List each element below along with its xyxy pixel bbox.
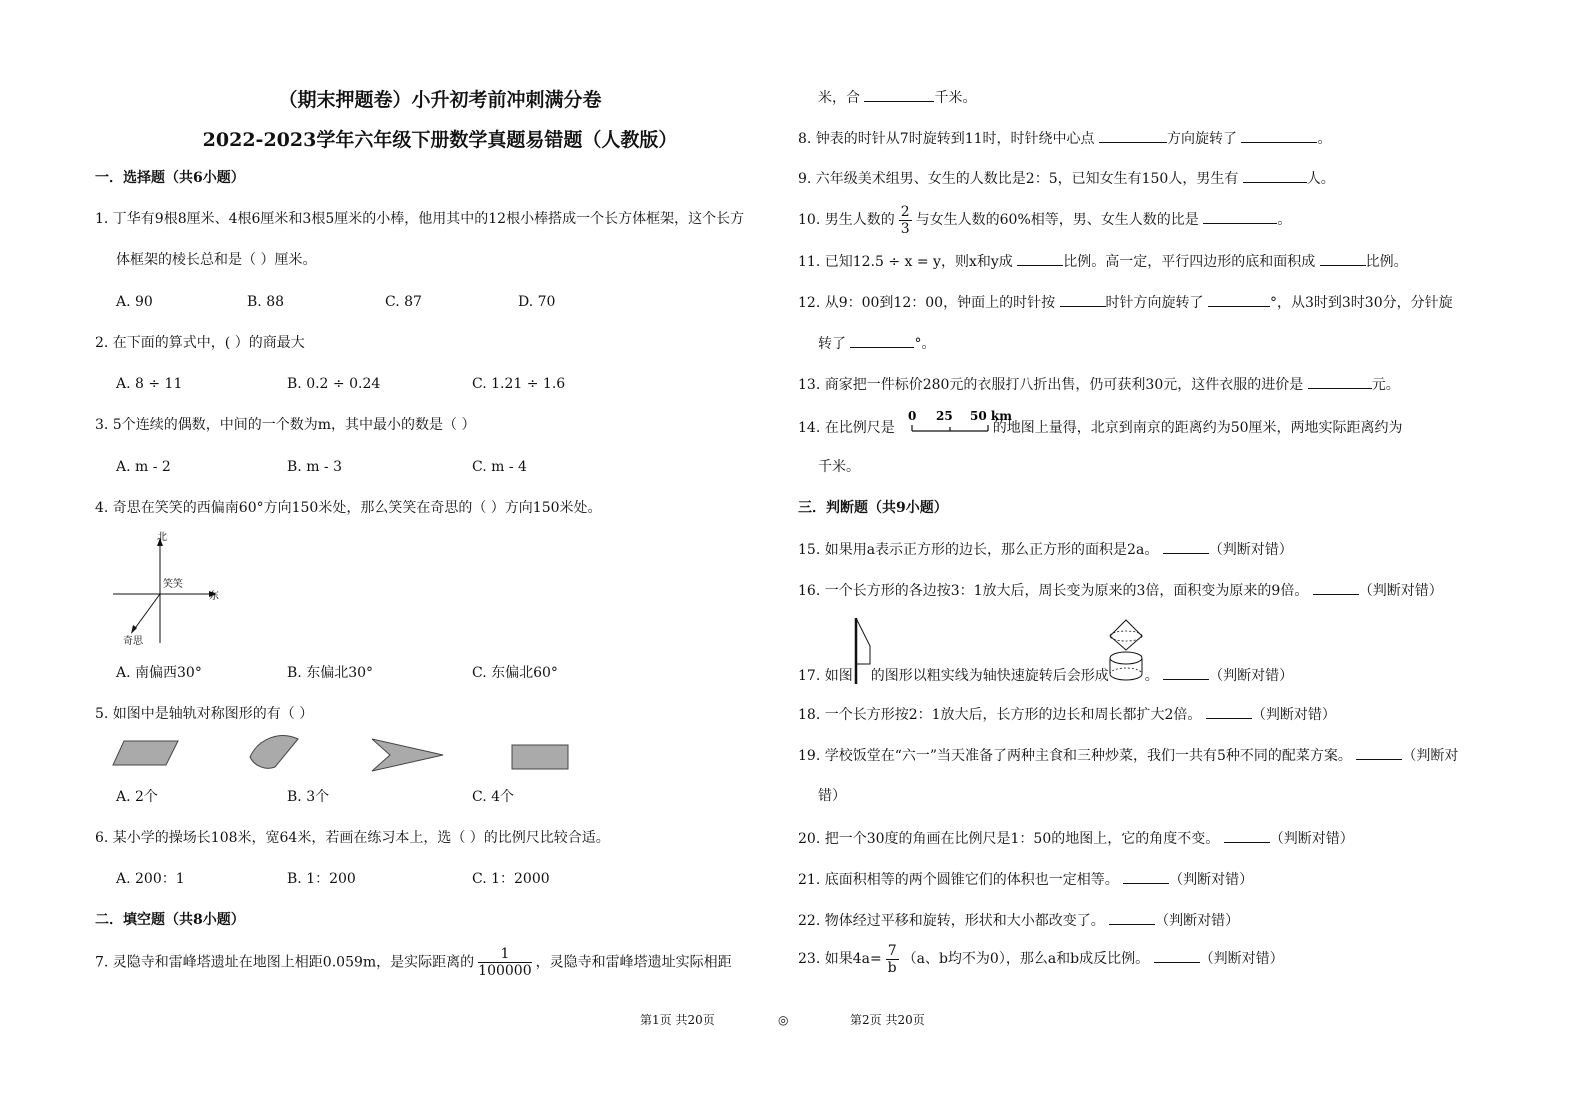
footer-center-mark: ◎ bbox=[778, 1013, 789, 1027]
q3-option-b[interactable]: B. m - 3 bbox=[287, 459, 343, 475]
section-fill: 二．填空题（共8小题） bbox=[95, 912, 245, 928]
q12-blank-1[interactable] bbox=[1060, 292, 1106, 307]
q1-option-c[interactable]: C. 87 bbox=[385, 294, 422, 310]
q12-blank-2[interactable] bbox=[1208, 292, 1270, 307]
north-label: 北 bbox=[157, 532, 167, 543]
page-subtitle: 2022-2023学年六年级下册数学真题易错题（人教版） bbox=[202, 129, 678, 151]
q4-direction-figure bbox=[105, 528, 230, 650]
q6-option-b[interactable]: B. 1：200 bbox=[287, 871, 356, 887]
q12-blank-3[interactable] bbox=[850, 333, 914, 348]
q8-blank-1[interactable] bbox=[1099, 128, 1167, 143]
q6-option-c[interactable]: C. 1：2000 bbox=[472, 871, 550, 887]
q17-text: 17. 如图 的图形以粗实线为轴快速旋转后会形成 。 （判断对错） bbox=[798, 665, 1293, 686]
q8-text: 8. 钟表的时针从7时旋转到11时，时针绕中心点 方向旋转了 。 bbox=[798, 128, 1331, 149]
sector-shape bbox=[250, 736, 298, 769]
q16-blank[interactable] bbox=[1313, 580, 1359, 595]
q2-option-c[interactable]: C. 1.21 ÷ 1.6 bbox=[472, 376, 566, 392]
q17-blank[interactable] bbox=[1163, 665, 1209, 680]
q3-text: 3. 5个连续的偶数，中间的一个数为m，其中最小的数是（ ） bbox=[95, 417, 476, 433]
q9-text: 9. 六年级美术组男、女生的人数比是2：5，已知女生有150人，男生有 人。 bbox=[798, 168, 1335, 189]
footer-page-left: 第1页 共20页 bbox=[640, 1013, 715, 1027]
q18-text: 18. 一个长方形按2：1放大后，长方形的边长和周长都扩大2倍。 （判断对错） bbox=[798, 704, 1336, 725]
q22-text: 22. 物体经过平移和旋转，形状和大小都改变了。 （判断对错） bbox=[798, 910, 1239, 931]
qisi-label: 奇思 bbox=[123, 636, 143, 647]
q23-text: 23. 如果4a= $\frac{7}{b}$ （a、b均不为0），那么a和b成反比例。 （判断对错） bbox=[798, 942, 1284, 976]
q6-option-a[interactable]: A. 200：1 bbox=[116, 871, 185, 887]
q23-blank[interactable] bbox=[1154, 948, 1200, 963]
q11-blank-2[interactable] bbox=[1320, 251, 1366, 266]
rectangle-shape bbox=[512, 745, 568, 769]
q5-option-c[interactable]: C. 4个 bbox=[472, 789, 515, 805]
q19-text: 19. 学校饭堂在“六一”当天准备了两种主食和三种炒菜，我们一共有5种不同的配菜方案。 （判断对 bbox=[798, 745, 1458, 766]
scale-label-50: 50 km bbox=[970, 409, 1012, 423]
q5-option-b[interactable]: B. 3个 bbox=[287, 789, 330, 805]
section-choice: 一．选择题（共6小题） bbox=[95, 170, 245, 186]
q1-option-a[interactable]: A. 90 bbox=[116, 294, 153, 310]
q4-option-c[interactable]: C. 东偏北60° bbox=[472, 665, 558, 681]
q7-text-cont: 米，合 千米。 bbox=[818, 87, 976, 108]
q18-blank[interactable] bbox=[1206, 704, 1252, 719]
q8-blank-2[interactable] bbox=[1241, 128, 1317, 143]
q19-blank[interactable] bbox=[1356, 745, 1402, 760]
scale-label-25: 25 bbox=[936, 409, 953, 423]
q10-blank[interactable] bbox=[1203, 209, 1277, 224]
q9-blank[interactable] bbox=[1243, 168, 1307, 183]
q1-option-d[interactable]: D. 70 bbox=[518, 294, 556, 310]
q22-blank[interactable] bbox=[1109, 910, 1155, 925]
q2-option-a[interactable]: A. 8 ÷ 11 bbox=[116, 376, 183, 392]
q7-text: 7. 灵隐寺和雷峰塔遗址在地图上相距0.059m，是实际距离的 $\frac{1}{100000}$ ，灵隐寺和雷峰塔遗址实际相距 bbox=[95, 946, 732, 979]
q7-fraction: $\frac{1}{100000}$ bbox=[478, 946, 532, 979]
q15-text: 15. 如果用a表示正方形的边长，那么正方形的面积是2a。 （判断对错） bbox=[798, 539, 1293, 560]
section-judge: 三．判断题（共9小题） bbox=[798, 500, 948, 516]
q14-text-cont: 千米。 bbox=[818, 459, 860, 475]
footer-page-right: 第2页 共20页 bbox=[850, 1013, 925, 1027]
q4-option-a[interactable]: A. 南偏西30° bbox=[116, 665, 202, 681]
q11-blank-1[interactable] bbox=[1017, 251, 1063, 266]
q5-text: 5. 如图中是轴轨对称图形的有（ ） bbox=[95, 706, 314, 722]
q11-text: 11. 已知12.5 ÷ x = y，则x和y成 比例。高一定，平行四边形的底和面积成 比例。 bbox=[798, 251, 1408, 272]
q4-text: 4. 奇思在笑笑的西偏南60°方向150米处，那么笑笑在奇思的（ ）方向150米处。 bbox=[95, 500, 602, 516]
q10-fraction: $\frac{2}{3}$ bbox=[900, 203, 910, 237]
q23-fraction: $\frac{7}{b}$ bbox=[887, 942, 897, 976]
q14-scale-bar bbox=[903, 406, 1015, 436]
q1-option-b[interactable]: B. 88 bbox=[247, 294, 285, 310]
q15-blank[interactable] bbox=[1163, 539, 1209, 554]
q14-text: 14. 在比例尺是 的地图上量得，北京到南京的距离约为50厘米，两地实际距离约为 bbox=[798, 420, 1403, 436]
q13-text: 13. 商家把一件标价280元的衣服打八折出售，仍可获利30元，这件衣服的进价是 元。 bbox=[798, 374, 1400, 395]
q2-option-b[interactable]: B. 0.2 ÷ 0.24 bbox=[287, 376, 381, 392]
parallelogram-shape bbox=[113, 741, 178, 765]
q3-option-c[interactable]: C. m - 4 bbox=[472, 459, 527, 475]
q3-option-a[interactable]: A. m - 2 bbox=[116, 459, 171, 475]
q7-answer-blank[interactable] bbox=[864, 87, 934, 102]
q1-text-cont: 体框架的棱长总和是（ ）厘米。 bbox=[116, 252, 317, 268]
q6-text: 6. 某小学的操场长108米，宽64米，若画在练习本上，选（ ）的比例尺比较合适。 bbox=[95, 830, 610, 846]
arrow-shape bbox=[372, 739, 443, 771]
q12-text-cont: 转了 °。 bbox=[818, 333, 935, 354]
q13-blank[interactable] bbox=[1308, 374, 1372, 389]
q4-option-b[interactable]: B. 东偏北30° bbox=[287, 665, 374, 681]
q20-text: 20. 把一个30度的角画在比例尺是1：50的地图上，它的角度不变。 （判断对错） bbox=[798, 828, 1354, 849]
xiaoxiao-label: 笑笑 bbox=[163, 579, 183, 590]
q19-text-cont: 错） bbox=[818, 788, 846, 804]
q5-option-a[interactable]: A. 2个 bbox=[116, 789, 158, 805]
scale-label-0: 0 bbox=[908, 409, 917, 423]
q10-text: 10. 男生人数的 $\frac{2}{3}$ 与女生人数的60%相等，男、女生人数的比是 。 bbox=[798, 203, 1292, 237]
q5-shapes-figure bbox=[110, 735, 580, 777]
east-label: 东 bbox=[209, 591, 219, 602]
page-title: （期末押题卷）小升初考前冲刺满分卷 bbox=[278, 89, 602, 111]
q20-blank[interactable] bbox=[1224, 828, 1270, 843]
q21-text: 21. 底面积相等的两个圆锥它们的体积也一定相等。 （判断对错） bbox=[798, 869, 1253, 890]
q2-text: 2. 在下面的算式中，( ）的商最大 bbox=[95, 335, 305, 351]
q12-text: 12. 从9：00到12：00，钟面上的时针按 时针方向旋转了 °，从3时到3时30分，分针旋 bbox=[798, 292, 1453, 313]
q1-text: 1. 丁华有9根8厘米、4根6厘米和3根5厘米的小棒，他用其中的12根小棒搭成一个长方体框架，这个长方 bbox=[95, 211, 745, 227]
q16-text: 16. 一个长方形的各边按3：1放大后，周长变为原来的3倍，面积变为原来的9倍。 （判断对错） bbox=[798, 580, 1443, 601]
q21-blank[interactable] bbox=[1123, 869, 1169, 884]
